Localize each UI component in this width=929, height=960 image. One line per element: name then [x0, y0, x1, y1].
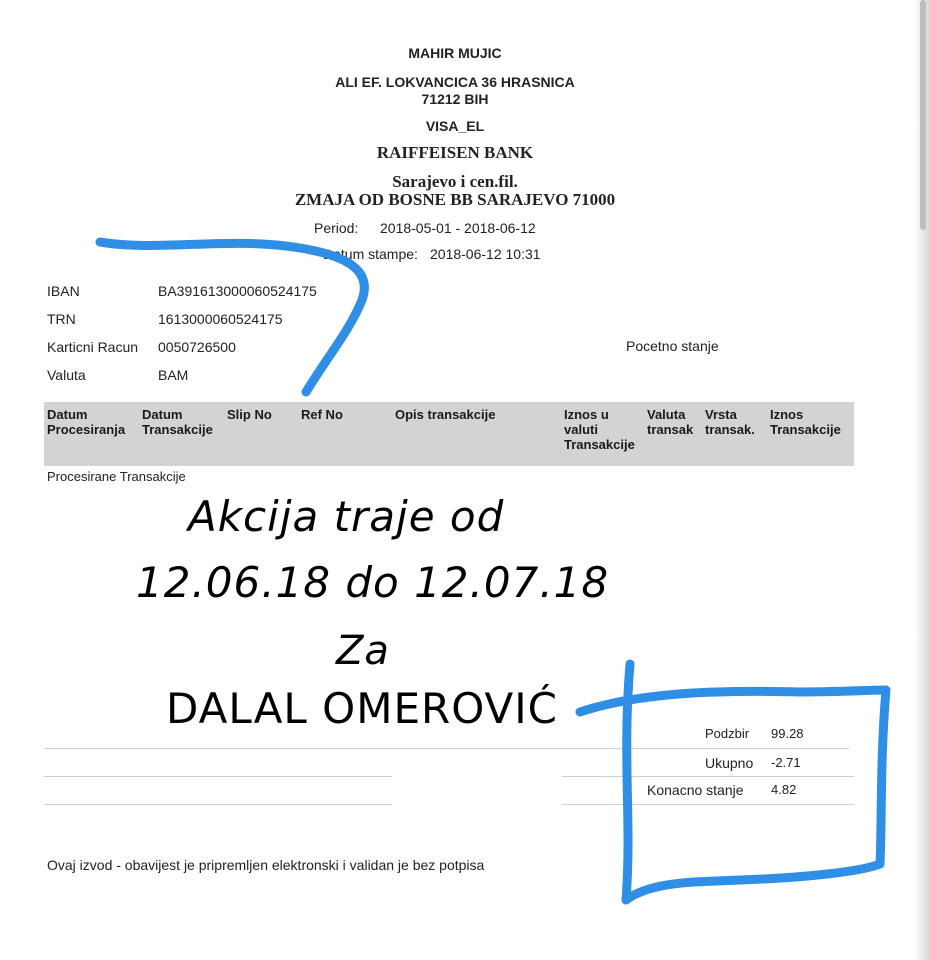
col-description — [395, 407, 495, 422]
col-processing-date-label: Datum Procesiranja — [47, 407, 126, 437]
col-transaction-amount-label: Iznos Transakcije — [770, 407, 841, 437]
period-value: 2018-05-01 - 2018-06-12 — [380, 220, 536, 236]
final-balance-label: Konacno stanje — [647, 782, 744, 798]
summary-rule — [44, 748, 849, 749]
subtotal-value: 99.28 — [771, 726, 804, 741]
col-amount-in-currency-label: Iznos u valuti Transakcije — [564, 407, 635, 452]
handwritten-line1: Akcija traje od — [188, 492, 505, 541]
card-account-value: 0050726500 — [158, 339, 236, 355]
subtotal-label: Podzbir — [705, 726, 750, 741]
opening-balance-label: Pocetno stanje — [626, 338, 719, 354]
col-ref-no-label: Ref No — [301, 407, 343, 422]
bank-address: ZMAJA OD BOSNE BB SARAJEVO 71000 — [294, 190, 616, 209]
currency-value: BAM — [158, 367, 189, 383]
scroll-indicator — [920, 0, 926, 230]
bank-name: RAIFFEISEN BANK — [376, 143, 534, 162]
bank-branch: Sarajevo i cen.fil. — [392, 172, 518, 191]
holder-address-line2: 71212 BIH — [421, 91, 489, 107]
col-transaction-type — [705, 407, 755, 437]
transactions-table-header — [44, 402, 854, 466]
iban-value: BA391613000060524175 — [158, 283, 317, 299]
summary-rule — [44, 776, 392, 777]
col-slip-no — [227, 407, 272, 422]
col-amount-in-currency — [564, 407, 635, 452]
currency-label: Valuta — [47, 367, 86, 383]
col-description-label: Opis transakcije — [395, 407, 496, 422]
print-date-value: 2018-06-12 10:31 — [430, 246, 541, 262]
handwritten-line4: DALAL OMEROVIĆ — [166, 684, 558, 733]
col-ref-no — [301, 407, 343, 422]
processed-transactions-label: Procesirane Transakcije — [47, 469, 186, 484]
col-transaction-type-label: Vrsta transak. — [705, 407, 755, 437]
total-value: -2.71 — [771, 755, 801, 770]
summary-rule — [44, 804, 392, 805]
print-date-label: Datum stampe: — [323, 246, 418, 262]
handwritten-line2: 12.06.18 do 12.07.18 — [136, 558, 610, 607]
col-transaction-date — [142, 407, 213, 437]
final-balance-value: 4.82 — [771, 782, 797, 797]
trn-label: TRN — [47, 311, 76, 327]
summary-rule — [562, 804, 854, 805]
handwritten-line3: Za — [336, 628, 390, 674]
col-processing-date — [47, 407, 125, 437]
period-label: Period: — [314, 220, 359, 236]
iban-label: IBAN — [47, 283, 80, 299]
holder-address-line1: ALI EF. LOKVANCICA 36 HRASNICA — [335, 74, 575, 90]
total-label: Ukupno — [705, 755, 754, 771]
col-currency — [647, 407, 693, 437]
trn-value: 1613000060524175 — [158, 311, 283, 327]
footer-note: Ovaj izvod - obavijest je pripremljen elektronski i validan je bez potpisa — [47, 857, 485, 873]
card-type: VISA_EL — [425, 118, 485, 134]
col-transaction-date-label: Datum Transakcije — [142, 407, 213, 437]
col-transaction-amount — [770, 407, 841, 437]
col-currency-label: Valuta transak — [647, 407, 694, 437]
card-account-label: Karticni Racun — [47, 339, 139, 355]
col-slip-no-label: Slip No — [227, 407, 272, 422]
summary-rule — [562, 776, 854, 777]
holder-name: MAHIR MUJIC — [408, 45, 502, 61]
